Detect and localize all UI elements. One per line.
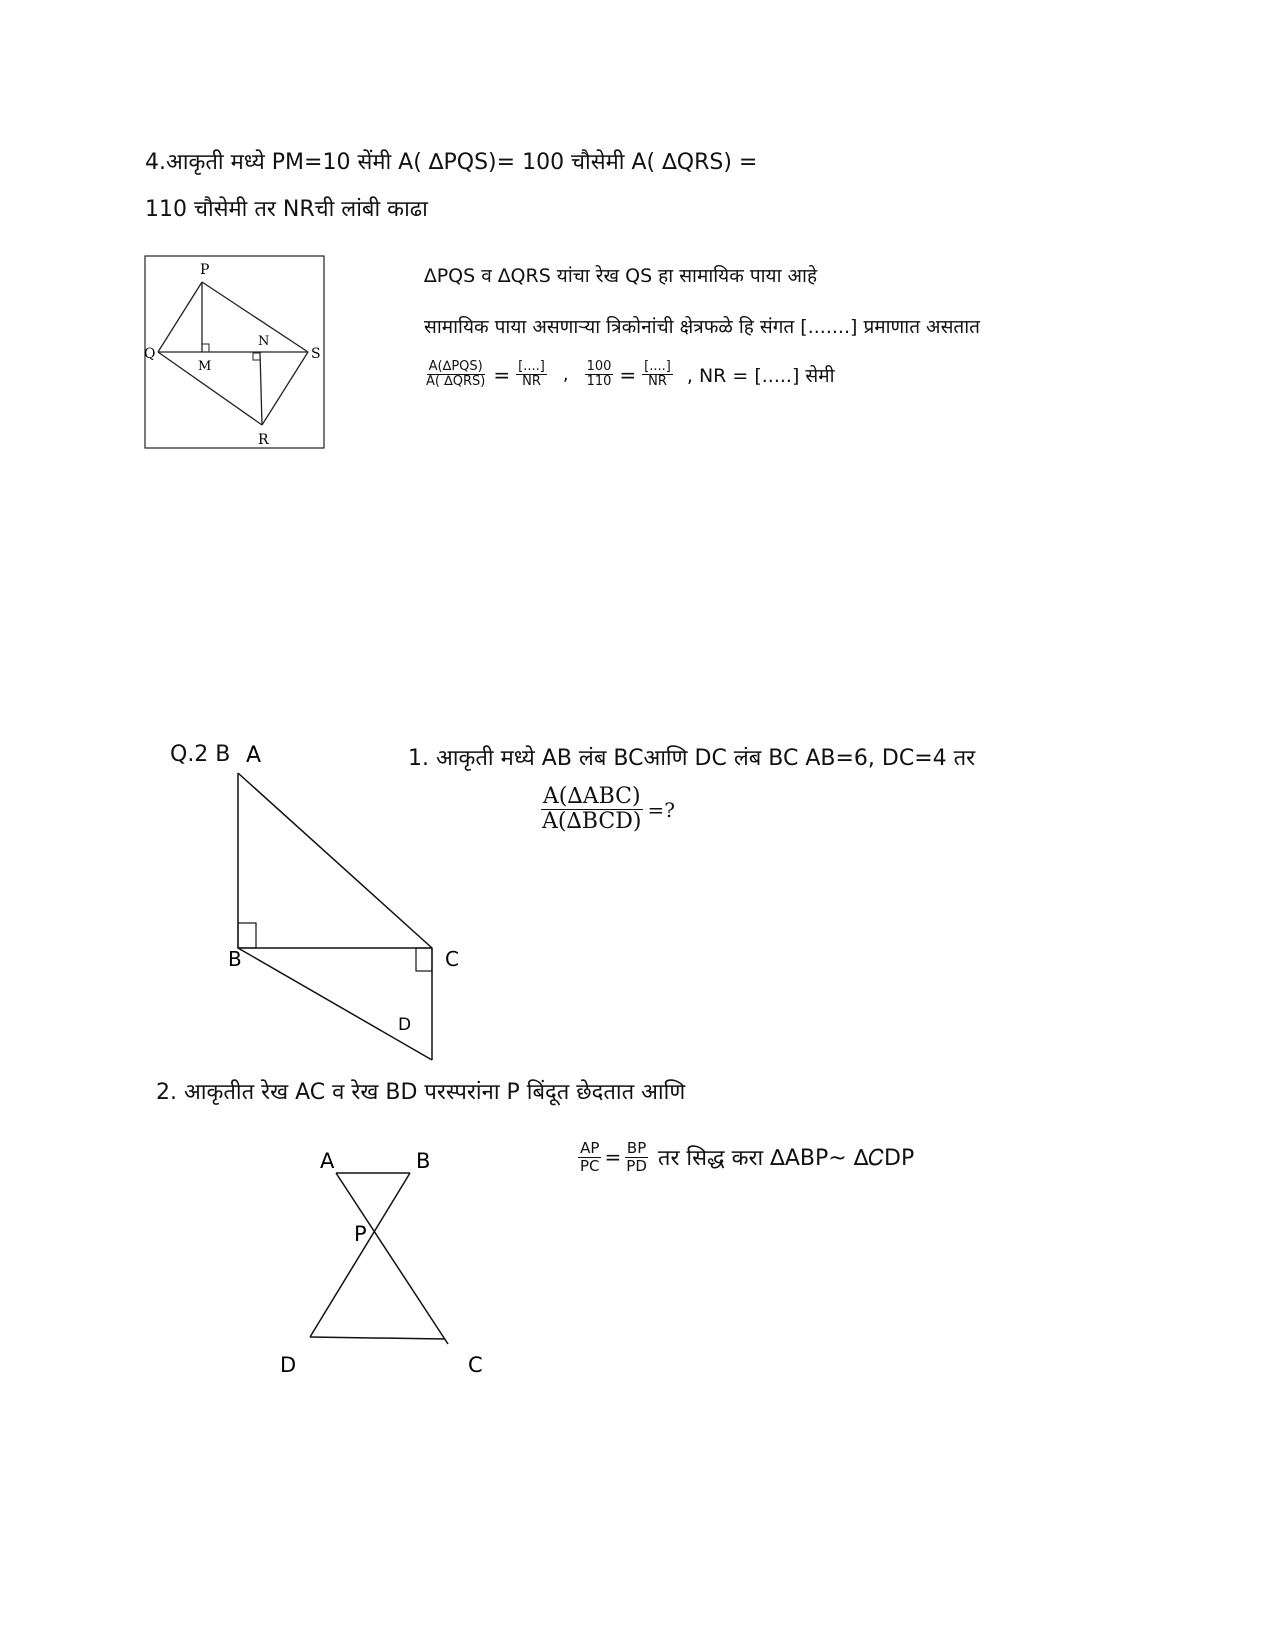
fraction-blank-nr: $\frac{[....]}{NR}$: [518, 359, 545, 390]
label-D: D: [280, 1353, 297, 1377]
q4-figure: [140, 250, 335, 455]
label-M: M: [198, 359, 212, 374]
label-R: R: [258, 432, 269, 448]
label-A: A: [320, 1149, 335, 1173]
prove-similar-text: तर सिद्ध करा ∆ABP~ ∆𝐶DP: [657, 1146, 915, 1171]
label-N: N: [258, 334, 270, 349]
q2b-q1-fraction: $\frac{\text{A(∆ABC)}}{\text{A(∆BCD)}}$ =?: [542, 784, 675, 835]
label-A: A: [246, 743, 262, 768]
q4-hint2: सामायिक पाया असणाऱ्या त्रिकोनांची क्षेत्रफळे हि संगत [.......] प्रमाणात असतात: [424, 316, 981, 338]
label-Q: Q: [144, 346, 156, 362]
label-C: C: [445, 947, 459, 971]
q4-ratio-equation: $\frac{\text{A(∆PQS)}}{\text{A( ∆QRS)}}$ = $\frac{[....]}{NR}$ , $\frac{100}{110}$ = $\frac{[....]}{NR}$ , NR = [.....] सेमी: [426, 359, 835, 390]
label-D: D: [398, 1015, 412, 1035]
label-P: P: [354, 1222, 367, 1246]
label-B: B: [416, 1149, 431, 1173]
nr-answer: , NR = [.....] सेमी: [686, 364, 835, 387]
q4-line1: 4.आकृती मध्ये PM=10 सेंमी A( ∆PQS)= 100 चौसेमी A( ∆QRS) =: [145, 150, 758, 175]
q1-figure: [220, 740, 480, 1070]
fraction-blank-nr-2: $\frac{[....]}{NR}$: [644, 359, 671, 390]
label-B: B: [228, 947, 242, 971]
q2b-q2-text: 2. आकृतीत रेख AC व रेख BD परस्परांना P बिंदूत छेदतात आणि: [156, 1080, 686, 1105]
q2-figure: [270, 1140, 510, 1390]
fraction-100-110: $\frac{100}{110}$: [586, 359, 612, 390]
label-P: P: [200, 262, 210, 278]
label-S: S: [311, 346, 321, 362]
q4-line2: 110 चौसेमी तर NRची लांबी काढा: [145, 197, 428, 222]
q4-hint1: ∆PQS व ∆QRS यांचा रेख QS हा सामायिक पाया आहे: [424, 265, 818, 287]
q2b-q1-text: 1. आकृती मध्ये AB लंब BCआणि DC लंब BC AB=6, DC=4 तर: [408, 746, 976, 771]
q2b-heading: Q.2 B: [170, 742, 231, 767]
label-C: C: [468, 1353, 483, 1377]
fraction-area-ratio: $\frac{\text{A(∆PQS)}}{\text{A( ∆QRS)}}$: [426, 359, 486, 390]
q2b-q2-equation: $\frac{AP}{PC}$ = $\frac{BP}{PD}$ तर सिद्ध करा ∆ABP~ ∆𝐶DP: [580, 1139, 915, 1175]
